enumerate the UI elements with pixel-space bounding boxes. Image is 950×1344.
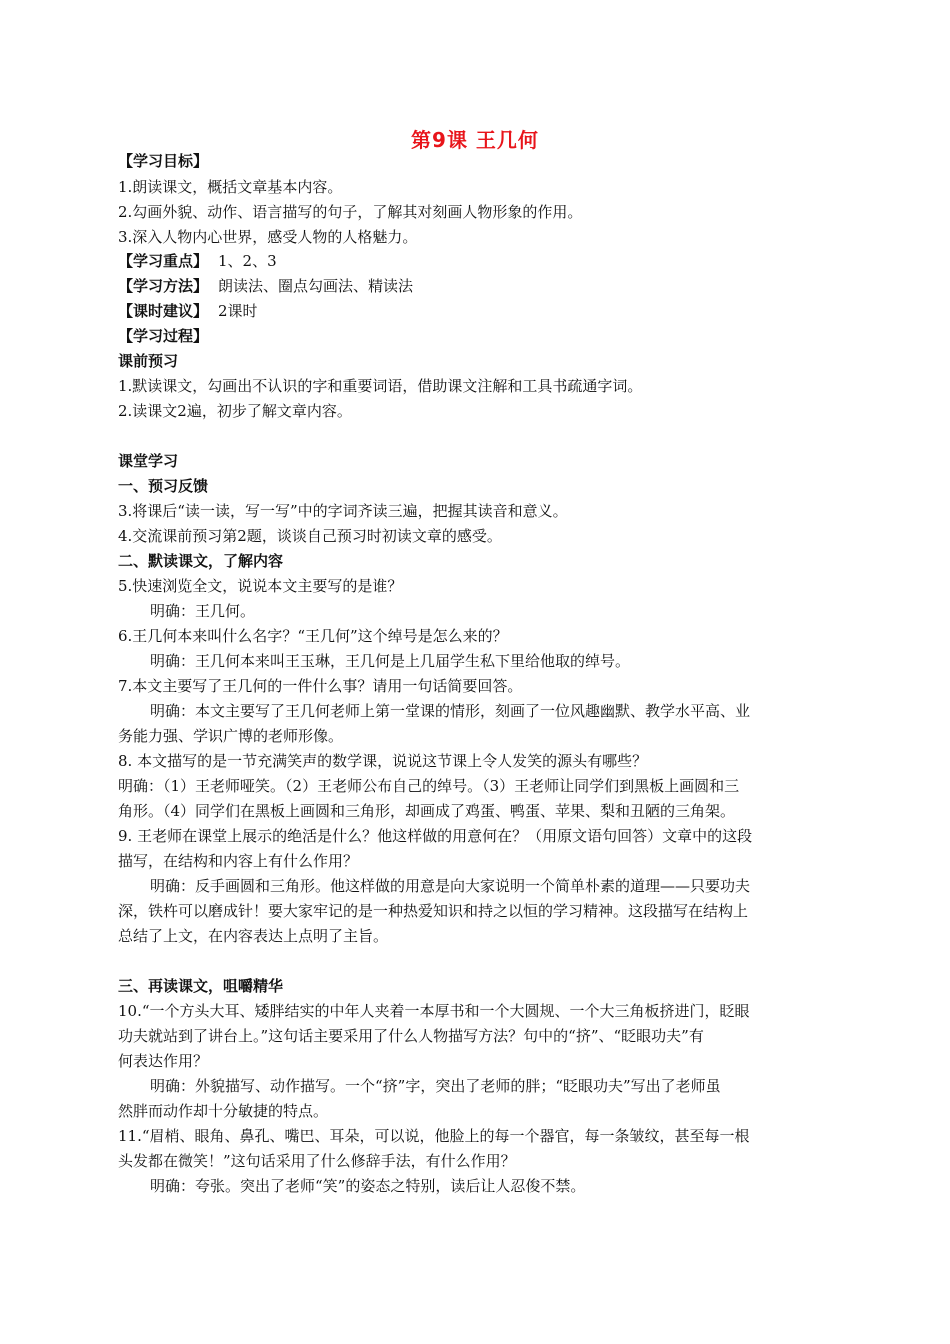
process-heading: 【学习过程】 xyxy=(118,327,209,345)
question-line: 11.“眉梢、眼角、鼻孔、嘴巴、耳朵，可以说，他脸上的每一个器官，每一条皱纹，甚至每一根 xyxy=(118,1127,750,1145)
answer-line: 明确：反手画圆和三角形。他这样做的用意是向大家说明一个简单朴素的道理——只要功夫 xyxy=(150,877,751,895)
answer-line: 深，铁杵可以磨成针！要大家牢记的是一种热爱知识和持之以恒的学习精神。这段描写在结构上 xyxy=(118,902,749,920)
question-line: 描写，在结构和内容上有什么作用？ xyxy=(118,852,359,870)
preview-item: 1.默读课文，勾画出不认识的字和重要词语，借助课文注解和工具书疏通字词。 xyxy=(118,377,643,395)
question-line: 何表达作用？ xyxy=(118,1052,209,1070)
hours-value: 2课时 xyxy=(218,302,258,320)
question-line: 4.交流课前预习第2题，谈谈自己预习时初读文章的感受。 xyxy=(118,527,502,545)
question-line: 功夫就站到了讲台上。”这句话主要采用了什么人物描写方法？句中的“挤”、“眨眼功夫”有 xyxy=(118,1027,704,1045)
answer-line: 角形。（4）同学们在黑板上画圆和三角形，却画成了鸡蛋、鸭蛋、苹果、梨和丑陋的三角架。 xyxy=(118,802,736,820)
method-label: 【学习方法】 xyxy=(118,277,209,295)
goals-heading: 【学习目标】 xyxy=(118,152,209,170)
classroom-heading: 课堂学习 xyxy=(118,452,179,470)
answer-line: 明确：王几何本来叫王玉琳，王几何是上几届学生私下里给他取的绰号。 xyxy=(150,652,631,670)
answer-line: 明确：王几何。 xyxy=(150,602,256,620)
hours-row xyxy=(118,301,258,321)
hours-label: 【课时建议】 xyxy=(118,302,209,320)
answer-line: 明确：外貌描写、动作描写。一个“挤”字，突出了老师的胖；“眨眼功夫”写出了老师虽 xyxy=(150,1077,721,1095)
answer-line: 明确：本文主要写了王几何老师上第一堂课的情形，刻画了一位风趣幽默、教学水平高、业 xyxy=(150,702,751,720)
method-value: 朗读法、圈点勾画法、精读法 xyxy=(218,277,414,295)
question-line: 5.快速浏览全文，说说本文主要写的是谁？ xyxy=(118,577,403,595)
focus-row xyxy=(118,251,277,271)
question-line: 3.将课后“读一读，写一写”中的字词齐读三遍，把握其读音和意义。 xyxy=(118,502,568,520)
method-row xyxy=(118,276,413,296)
section-heading: 一、预习反馈 xyxy=(118,477,209,495)
answer-line: 务能力强、学识广博的老师形像。 xyxy=(118,727,344,745)
question-line: 头发都在微笑！”这句话采用了什么修辞手法，有什么作用？ xyxy=(118,1152,516,1170)
question-line: 7.本文主要写了王几何的一件什么事？请用一句话简要回答。 xyxy=(118,677,523,695)
question-line: 8. 本文描写的是一节充满笑声的数学课，说说这节课上令人发笑的源头有哪些？ xyxy=(118,752,648,770)
section-heading: 三、再读课文，咀嚼精华 xyxy=(118,977,284,995)
section-heading: 二、默读课文，了解内容 xyxy=(118,552,284,570)
answer-line: 明确：（1）王老师哑笑。（2）王老师公布自己的绰号。（3）王老师让同学们到黑板上画圆和三 xyxy=(118,777,740,795)
question-line: 6.王几何本来叫什么名字？“王几何”这个绰号是怎么来的？ xyxy=(118,627,508,645)
answer-line: 然胖而动作却十分敏捷的特点。 xyxy=(118,1102,329,1120)
focus-label: 【学习重点】 xyxy=(118,252,209,270)
goal-item: 1.朗读课文，概括文章基本内容。 xyxy=(118,178,343,196)
focus-value: 1、2、3 xyxy=(218,252,277,270)
answer-line: 总结了上文，在内容表达上点明了主旨。 xyxy=(118,927,389,945)
page-title: 第9课 王几何 xyxy=(411,128,539,152)
question-line: 9. 王老师在课堂上展示的绝活是什么？他这样做的用意何在？（用原文语句回答）文章中的这段 xyxy=(118,827,753,845)
question-line: 10.“一个方头大耳、矮胖结实的中年人夹着一本厚书和一个大圆规、一个大三角板挤进门，眨眼 xyxy=(118,1002,750,1020)
answer-line: 明确：夸张。突出了老师“笑”的姿态之特别，读后让人忍俊不禁。 xyxy=(150,1177,586,1195)
preview-heading: 课前预习 xyxy=(118,352,179,370)
goal-item: 2.勾画外貌、动作、语言描写的句子，了解其对刻画人物形象的作用。 xyxy=(118,203,583,221)
preview-item: 2.读课文2遍，初步了解文章内容。 xyxy=(118,402,352,420)
goal-item: 3.深入人物内心世界，感受人物的人格魅力。 xyxy=(118,228,418,246)
